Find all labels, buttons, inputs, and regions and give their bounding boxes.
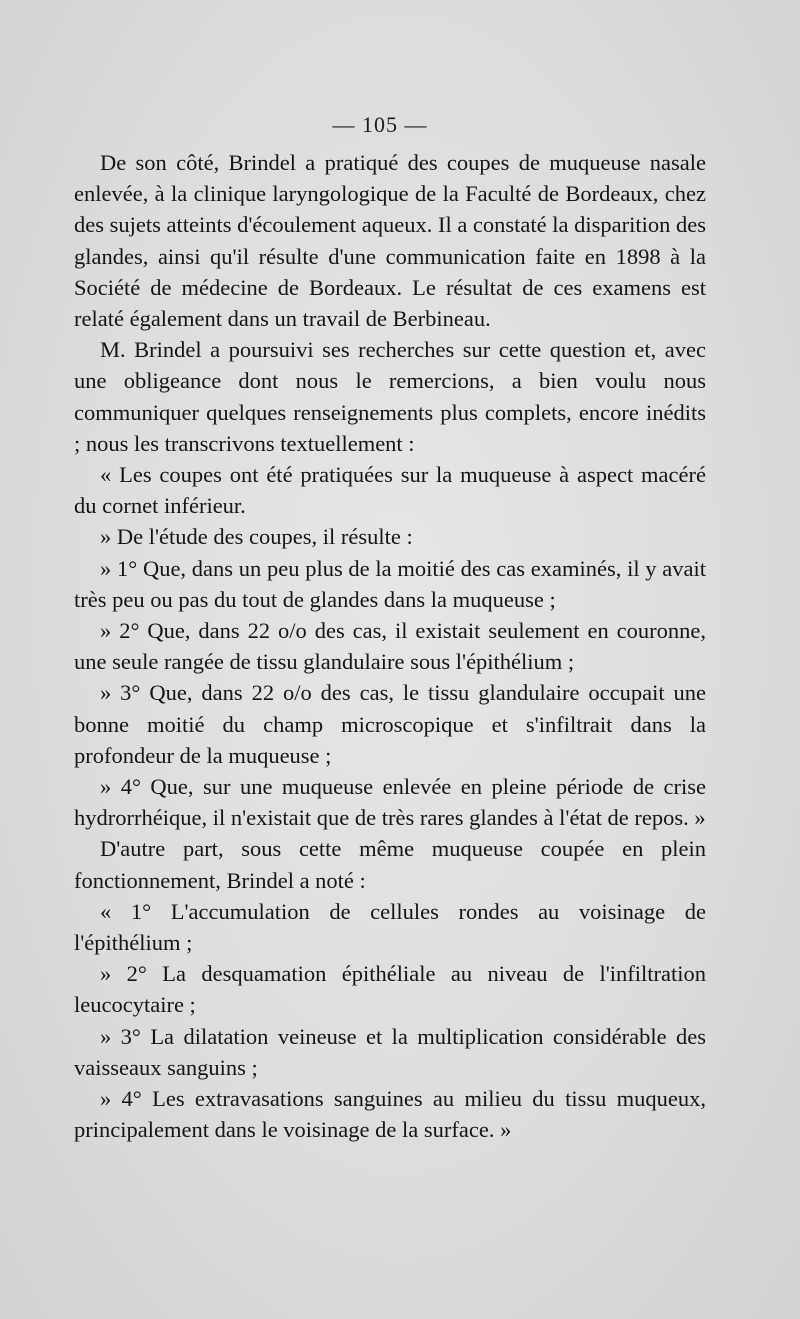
quote-list-item: » 3° Que, dans 22 o/o des cas, le tissu glandulaire occupait une bonne moitié du champ microscopique et s'infiltrait dans la profondeur de la muqueuse ;: [74, 680, 706, 768]
quote-list-item: » 4° Les extravasations sanguines au milieu du tissu muqueux, principalement dans le voisinage de la surface. »: [74, 1086, 706, 1143]
page-body: [74, 147, 706, 1146]
quote-list-item: » 1° Que, dans un peu plus de la moitié des cas examinés, il y avait très peu ou pas du tout de glandes dans la muqueuse ;: [74, 555, 706, 612]
quote-list-item: « 1° L'accumulation de cellules rondes au voisinage de l'épithélium ;: [74, 898, 706, 956]
paragraph: D'autre part, sous cette même muqueuse coupée en plein fonctionnement, Brindel a noté :: [74, 836, 706, 893]
quote-list-item: » 3° La dilatation veineuse et la multiplication considérable des vaisseaux sanguins ;: [74, 1023, 706, 1080]
paragraph: M. Brindel a poursuivi ses recherches sur cette question et, avec une obligeance dont nous le remercions, a bien voulu nous communiquer quelques renseignements plus complets, encore inédits ; nous les transcrivons textuellement :: [74, 337, 706, 456]
quote-list-item: » 4° Que, sur une muqueuse enlevée en pleine période de crise hydrorrhéique, il n'existait que de très rares glandes à l'état de repos. »: [74, 774, 706, 831]
quote-list-item: » 2° Que, dans 22 o/o des cas, il existait seulement en couronne, une seule rangée de tissu glandulaire sous l'épithélium ;: [74, 618, 706, 675]
page-number: — 105 —: [332, 112, 428, 137]
quote-paragraph: « Les coupes ont été pratiquées sur la muqueuse à aspect macéré du cornet inférieur.: [74, 462, 706, 519]
quote-paragraph: » De l'étude des coupes, il résulte :: [100, 524, 413, 550]
paragraph: De son côté, Brindel a pratiqué des coupes de muqueuse nasale enlevée, à la clinique laryngologique de la Faculté de Bordeaux, chez des sujets atteints d'écoulement aqueux. Il a constaté la disparition des glandes, ainsi qu'il résulte d'une communication faite en 1898 à la Société de médecine de Bordeaux. Le résultat de ces examens est relaté également dans un travail de Berbineau.: [74, 150, 706, 332]
quote-list-item: » 2° La desquamation épithéliale au niveau de l'infiltration leucocytaire ;: [74, 961, 706, 1018]
